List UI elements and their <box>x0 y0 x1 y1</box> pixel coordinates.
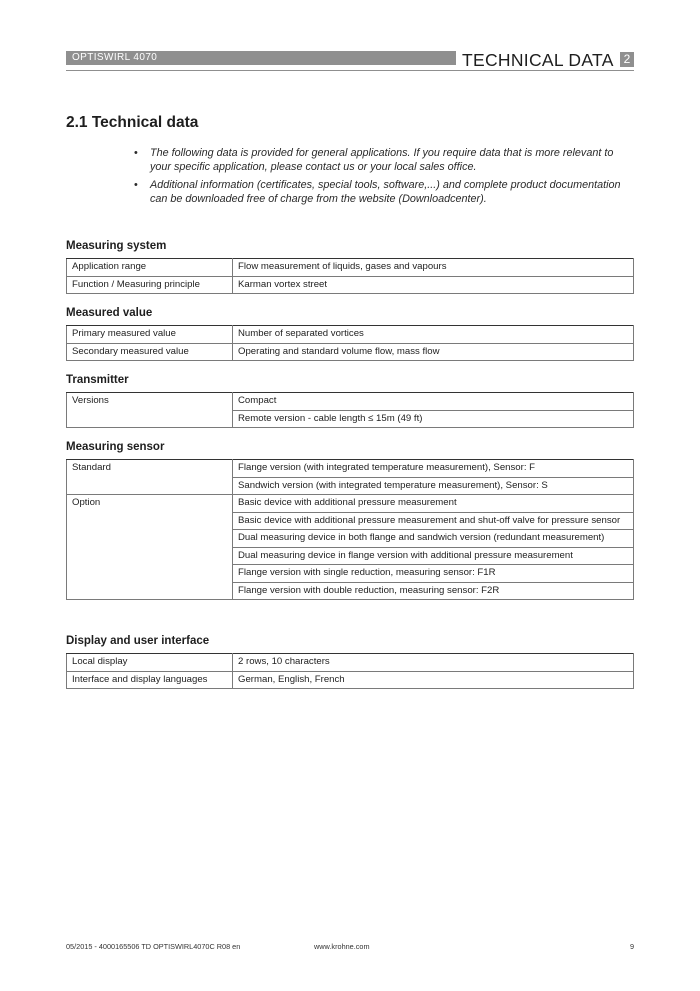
bullet-icon: • <box>134 178 138 191</box>
group-title-measuring-sensor: Measuring sensor <box>66 441 165 453</box>
row-label: Function / Measuring principle <box>67 276 233 294</box>
row-label: Standard <box>67 460 233 495</box>
row-value: Flow measurement of liquids, gases and vapours <box>233 259 634 277</box>
table-measuring-system <box>66 258 634 294</box>
row-value: Basic device with additional pressure measurement and shut-off valve for pressure sensor <box>233 512 634 530</box>
table-row <box>67 654 634 672</box>
row-value: Karman vortex street <box>233 276 634 294</box>
table-measuring-sensor <box>66 459 634 600</box>
table-transmitter <box>66 392 634 428</box>
table-measured-value <box>66 325 634 361</box>
row-value: German, English, French <box>233 671 634 689</box>
row-value: Remote version - cable length ≤ 15m (49 ft) <box>233 410 634 428</box>
row-value: Flange version with single reduction, measuring sensor: F1R <box>233 565 634 583</box>
product-name: OPTISWIRL 4070 <box>72 52 158 63</box>
group-title-display-user-interface: Display and user interface <box>66 635 210 647</box>
row-value: Number of separated vortices <box>233 326 634 344</box>
page-header <box>66 51 634 71</box>
table-row <box>67 495 634 513</box>
bullet-icon: • <box>134 147 138 159</box>
row-label: Interface and display languages <box>67 671 233 689</box>
row-value: Sandwich version (with integrated temperature measurement), Sensor: S <box>233 477 634 495</box>
intro-bullet-list <box>133 146 623 209</box>
row-label: Secondary measured value <box>67 343 233 361</box>
table-row <box>67 259 634 277</box>
row-value: Dual measuring device in both flange and sandwich version (redundant measurement) <box>233 530 634 548</box>
group-title-transmitter: Transmitter <box>66 374 129 386</box>
bullet-text: The following data is provided for general applications. If you require data that is more relevant to your specific application, please contact us or your local sales office. <box>150 147 614 174</box>
row-label: Primary measured value <box>67 326 233 344</box>
header-section-title: TECHNICAL DATA <box>462 50 614 70</box>
header-bar <box>66 51 456 65</box>
row-label: Versions <box>67 393 233 428</box>
table-row <box>67 460 634 478</box>
row-label: Application range <box>67 259 233 277</box>
row-value: Flange version (with integrated temperature measurement), Sensor: F <box>233 460 634 478</box>
footer-website-link[interactable]: www.krohne.com <box>314 942 370 951</box>
footer-page-number: 9 <box>629 942 634 951</box>
chapter-number-badge: 2 <box>620 52 634 67</box>
group-title-measuring-system: Measuring system <box>66 240 167 252</box>
table-row <box>67 343 634 361</box>
section-heading: 2.1 Technical data <box>66 114 199 131</box>
row-value: Compact <box>233 393 634 411</box>
table-row <box>67 326 634 344</box>
table-row <box>67 393 634 411</box>
footer-doc-ref: 05/2015 - 4000165506 TD OPTISWIRL4070C R08 en <box>66 942 241 951</box>
header-rule <box>66 70 634 71</box>
row-value: 2 rows, 10 characters <box>233 654 634 672</box>
group-title-measured-value: Measured value <box>66 307 153 319</box>
row-value: Flange version with double reduction, measuring sensor: F2R <box>233 582 634 600</box>
row-value: Operating and standard volume flow, mass flow <box>233 343 634 361</box>
bullet-text: Additional information (certificates, special tools, software,...) and complete product documentation can be downloaded free of charge from the website (Downloadcenter). <box>150 178 621 205</box>
bullet-item <box>133 178 623 207</box>
table-display-user-interface <box>66 653 634 689</box>
row-label: Local display <box>67 654 233 672</box>
row-value: Dual measuring device in flange version with additional pressure measurement <box>233 547 634 565</box>
table-row <box>67 671 634 689</box>
row-label: Option <box>67 495 233 600</box>
bullet-item <box>133 146 623 175</box>
table-row <box>67 276 634 294</box>
row-value: Basic device with additional pressure measurement <box>233 495 634 513</box>
